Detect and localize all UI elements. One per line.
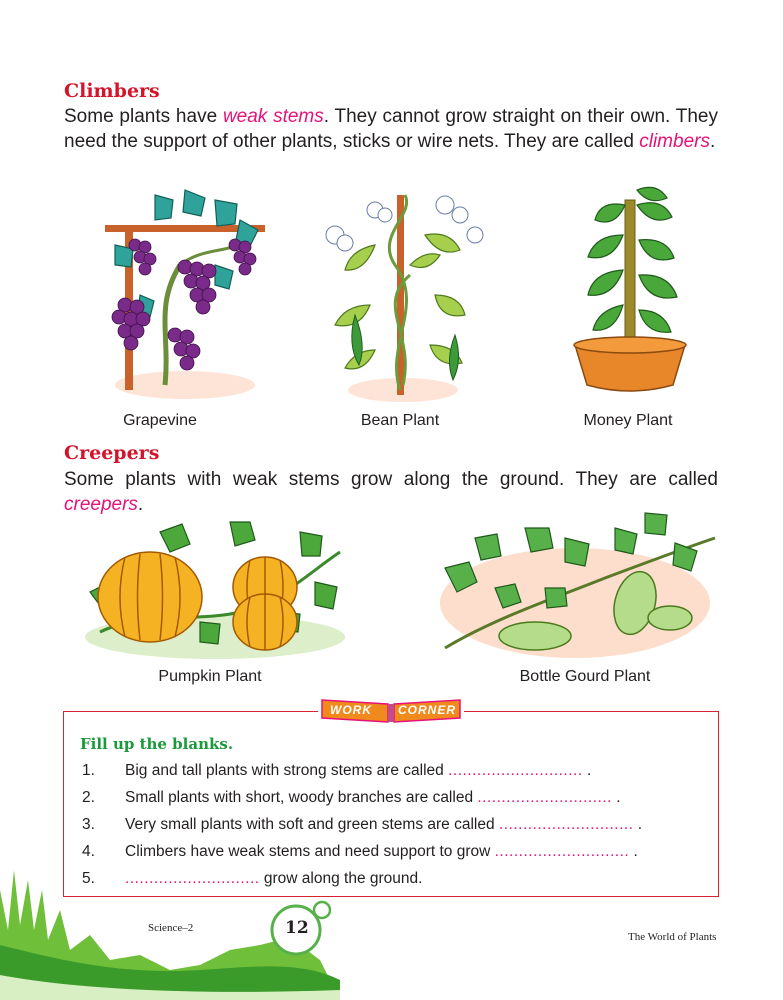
caption-bean-plant: Bean Plant (360, 412, 440, 429)
blank-field[interactable]: ............................ (494, 843, 630, 860)
grapevine-illustration (85, 185, 270, 405)
creepers-paragraph: Some plants with weak stems grow along the ground. They are called creepers. (64, 469, 718, 515)
money-plant-illustration (565, 185, 695, 400)
climbers-heading: Climbers (64, 80, 160, 102)
work-corner-badge (318, 695, 464, 725)
blank-field[interactable]: ............................ (125, 870, 260, 887)
creepers-heading: Creepers (64, 442, 160, 464)
book-title: Science–2 (148, 922, 194, 934)
question-3: 3. Very small plants with soft and green stems are called ............................ . (82, 816, 643, 833)
corner-label: CORNER (398, 703, 457, 717)
caption-pumpkin-plant: Pumpkin Plant (158, 668, 262, 685)
caption-money-plant: Money Plant (583, 412, 673, 429)
climbers-paragraph: Some plants have weak stems. They cannot grow straight on their own. They need the support of other plants, sticks or wire nets. They are called climbers. (64, 106, 718, 152)
question-1: 1. Big and tall plants with strong stems are called ............................ . (82, 762, 592, 779)
question-2: 2. Small plants with short, woody branches are called ............................ . (82, 789, 621, 806)
blank-field[interactable]: ............................ (477, 789, 612, 806)
pumpkin-plant-illustration (80, 512, 350, 662)
bottle-gourd-plant-illustration (435, 508, 720, 663)
caption-grapevine: Grapevine (123, 412, 197, 429)
bean-plant-illustration (315, 185, 490, 405)
work-label: WORK (330, 703, 372, 717)
chapter-title: The World of Plants (628, 931, 717, 943)
question-5: 5. ............................ grow along the ground. (82, 870, 423, 887)
blank-field[interactable]: ............................ (448, 762, 583, 779)
work-corner-title: Fill up the blanks. (80, 735, 234, 753)
caption-bottle-gourd-plant: Bottle Gourd Plant (519, 668, 651, 685)
blank-field[interactable]: ............................ (498, 816, 634, 833)
page-number: 12 (285, 918, 309, 938)
question-4: 4. Climbers have weak stems and need support to grow ............................ . (82, 843, 638, 860)
